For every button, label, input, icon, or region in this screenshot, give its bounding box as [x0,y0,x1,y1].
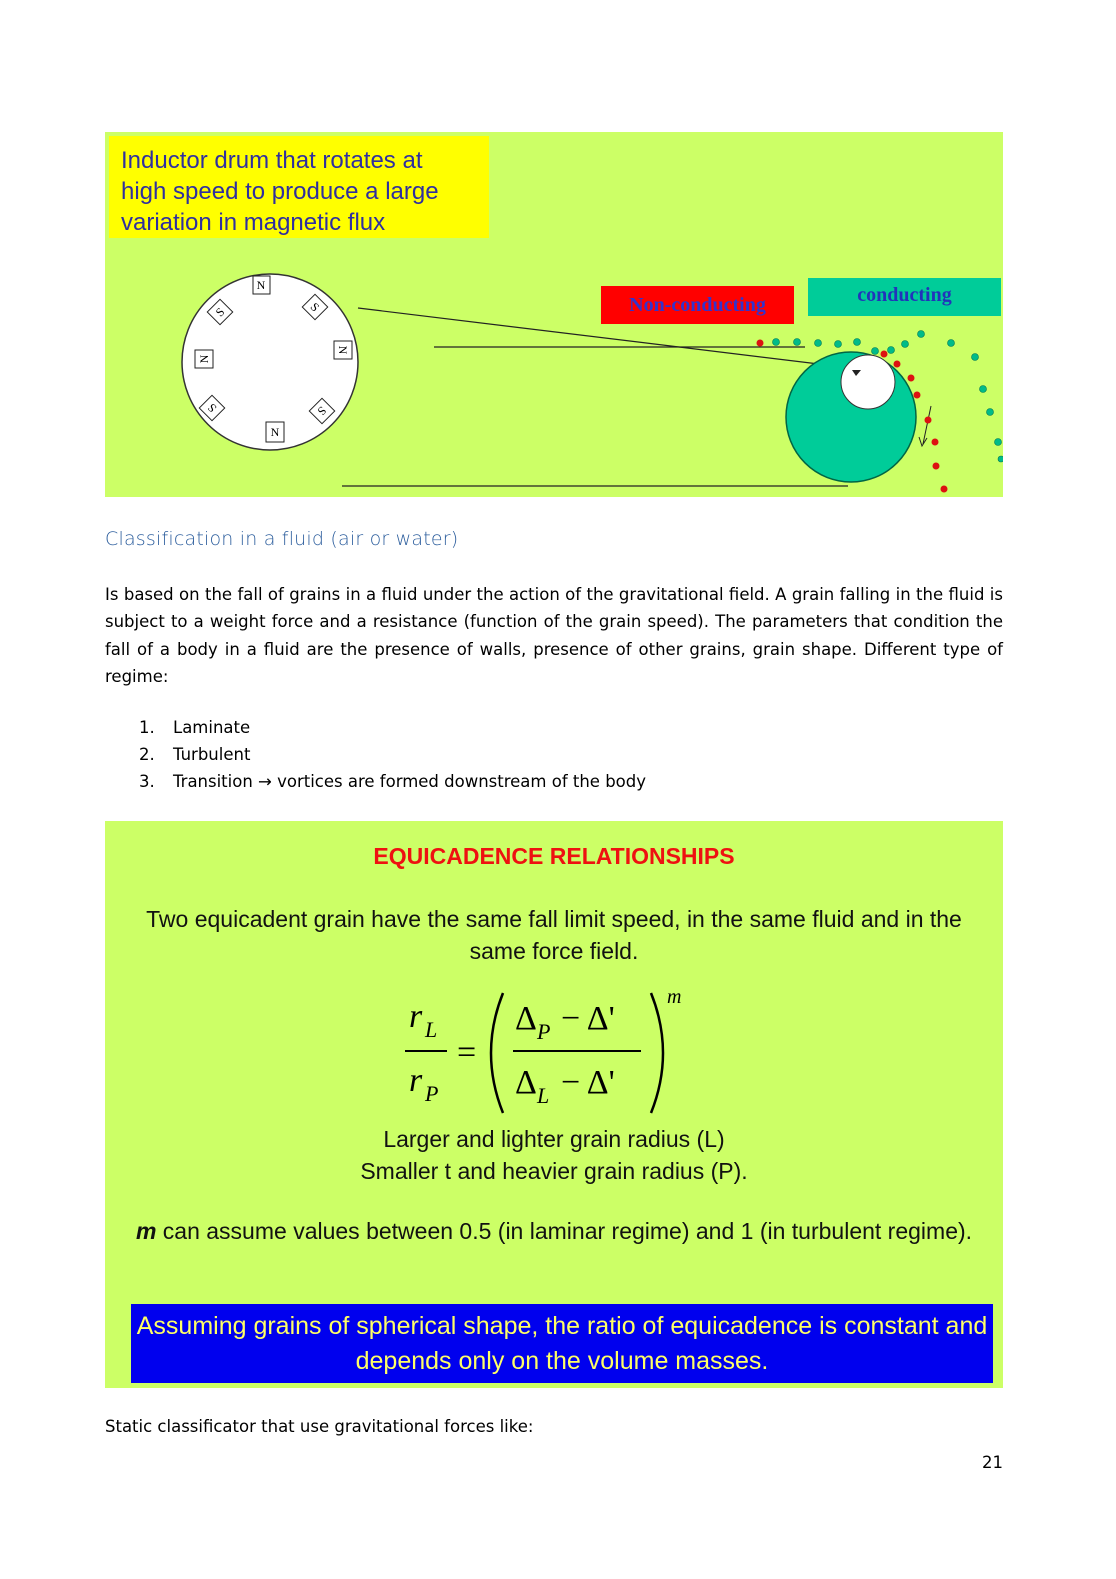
magnet-label: S [314,403,330,419]
formula-lhs-denominator-sub: P [425,1081,439,1106]
regime-list [105,714,1003,795]
radius-line: Smaller t and heavier grain radius (P). [360,1158,748,1184]
magnet-label: N [256,278,266,292]
formula-rhs-numerator-rest: − Δ' [561,1000,615,1037]
equicadence-figure [105,821,1003,1388]
magnetic-core [841,355,895,409]
formula-lhs-numerator-sub: L [425,1017,438,1042]
list-item [105,714,1003,741]
note-line: Inductor drum that rotates at [121,147,423,174]
list-text: Laminate [173,718,251,737]
page-number: 21 [982,1453,1003,1472]
list-number: 1. [139,718,155,737]
formula-rhs-denominator-rest: − Δ' [561,1064,615,1101]
nonconducting-label: Non-conducting [601,286,794,324]
list-number: 3. [139,772,155,791]
m-range-text: can assume values between 0.5 (in laminar regime) and 1 (in turbulent regime). [156,1218,973,1244]
magnet-label: S [204,400,220,416]
conducting-label: conducting [808,278,1001,316]
formula-rhs-denominator-sub: L [537,1083,550,1108]
magnet-label: S [307,299,323,315]
magnet-label: S [212,304,228,320]
equicadence-title: EQUICADENCE RELATIONSHIPS [373,843,735,869]
arrow-head-icon [919,437,927,446]
equicadence-formula [395,981,725,1121]
note-line: high speed to produce a large [121,178,439,205]
radius-line: Larger and lighter grain radius (L) [383,1126,725,1152]
formula-rhs-numerator: Δ [515,1000,537,1037]
static-classificator-line: Static classificator that use gravitational forces like: [105,1417,534,1436]
magnet-label: N [336,345,350,355]
magnet-label: N [197,354,211,364]
left-paren [491,993,503,1113]
formula-lhs-numerator: r [409,998,423,1035]
equals-sign: = [457,1034,477,1071]
grain-radius-note [135,1123,973,1187]
magnetic-separator-figure [105,132,1003,497]
formula-exponent: m [667,986,682,1008]
equicadence-description: Two equicadent grain have the same fall limit speed, in the same fluid and in the same force field. [146,906,962,964]
formula-lhs-denominator: r [409,1062,423,1099]
list-item [105,768,1003,795]
list-text: Transition → vortices are formed downstream of the body [173,772,647,791]
formula-rhs-denominator: Δ [515,1064,537,1101]
formula-rhs-numerator-sub: P [537,1019,551,1044]
note-line: variation in magnetic flux [121,209,386,236]
body-paragraph: Is based on the fall of grains in a fluid under the action of the gravitational field. A grain falling in the fluid is subject to a weight force and a resistance (function of the grain speed). The parameters that condition the fall of a body in a fluid are the presence of walls, presence of other grains, grain shape. Different type of regime: [105,585,1003,686]
section-heading: Classification in a fluid (air or water) [105,528,459,550]
right-paren [651,993,663,1113]
list-item [105,741,1003,768]
spherical-shape-banner: Assuming grains of spherical shape, the ratio of equicadence is constant and depends only on the volume masses. [131,1304,993,1383]
magnet-label: N [270,425,280,439]
m-range-note [135,1215,973,1247]
list-text: Turbulent [173,745,251,764]
list-number: 2. [139,745,155,764]
m-symbol: m [135,1218,157,1244]
